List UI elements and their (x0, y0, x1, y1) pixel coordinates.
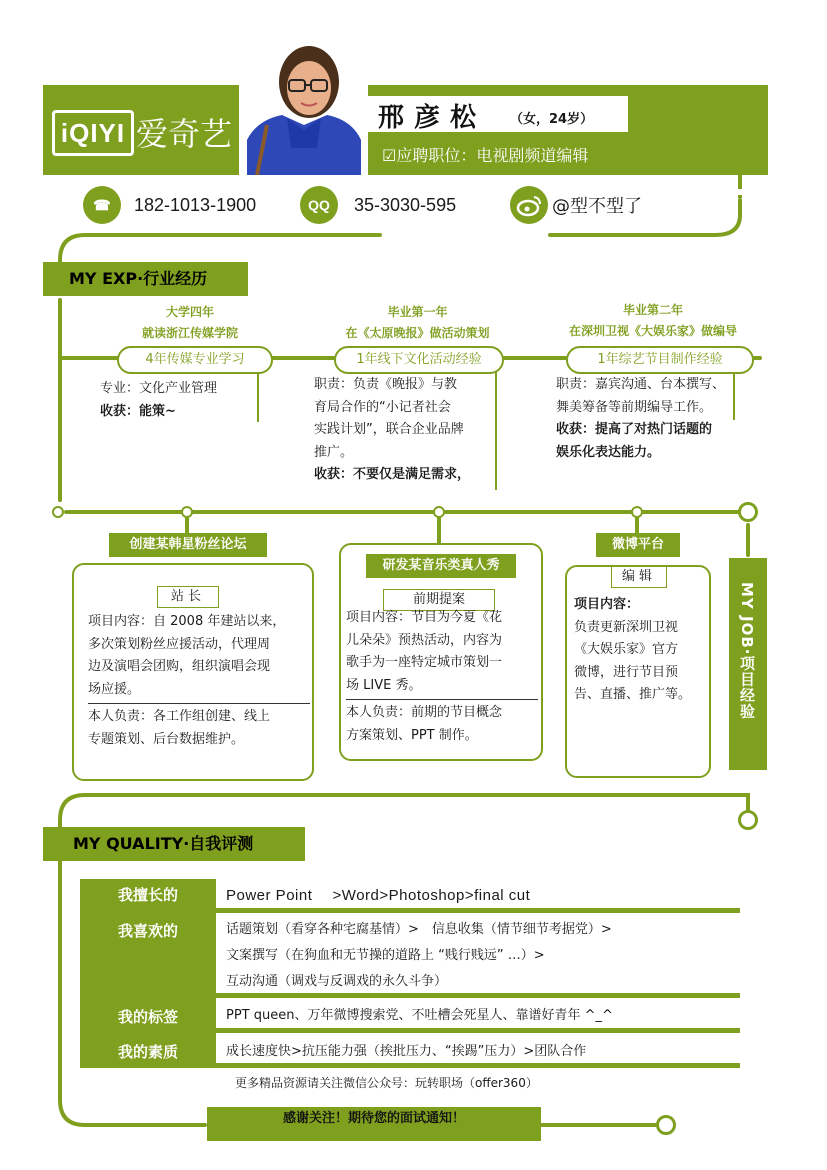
job-2-line-6: 方案策划、PPT 制作。 (346, 727, 478, 743)
quality-like-line-3: 互动沟通（调戏与反调戏的永久斗争） (226, 974, 448, 989)
quality-label-tag: 我的标签 (117, 1008, 178, 1026)
job-3-tag: 微博平台 (596, 533, 680, 557)
exp-3-desc (556, 374, 736, 464)
exp-2-duty-1: 职责：负责《晚报》与教 (314, 377, 458, 392)
quality-label-trait: 我的素质 (117, 1043, 178, 1061)
profile-photo (247, 30, 361, 175)
job-3-desc (574, 594, 708, 707)
exp-3-header (548, 300, 758, 342)
quality-like-line-1: 话题策划（看穿各种宅腐基情）> 信息收集（情节细节考据党）> (226, 922, 612, 937)
job-2-role: 前期提案 (383, 589, 495, 611)
job-1-line-5: 本人负责：各工作组创建、线上 (88, 709, 271, 724)
quality-tag-text: PPT queen、万年微博搜索党、不吐槽会死星人、靠谱好青年 ^_^ (226, 1008, 613, 1023)
job-2-line-4: 场 LIVE 秀。 (346, 675, 538, 701)
exp-2-pill: 1年线下文化活动经验 (334, 346, 504, 374)
exp-1-period: 大学四年 (165, 305, 214, 319)
exp-2-desc (314, 374, 496, 487)
quality-label-column (80, 879, 216, 1068)
exp-3-duty-1: 职责：嘉宾沟通、台本撰写、 (556, 377, 726, 392)
exp-2-gain: 收获：不要仅是满足需求， (314, 467, 471, 482)
job-1-line-2: 多次策划粉丝应援活动，代理周 (88, 636, 271, 652)
connector-dot (52, 506, 64, 518)
job-title-text: 应聘职位：电视剧频道编辑 (396, 146, 589, 165)
job-1-line-1: 项目内容：自 2008 年建站以来， (88, 614, 286, 629)
job-2-line-3: 歌手为一座特定城市策划一 (346, 655, 503, 670)
quality-trait-text: 成长速度快>抗压能力强（挨批压力、“挨踢”压力）>团队合作 (226, 1044, 587, 1059)
phone-number: 182-1013-1900 (134, 195, 257, 215)
quality-label-like: 我喜欢的 (117, 922, 178, 940)
exp-2-place: 在《太原晚报》做活动策划 (345, 326, 490, 340)
job-1-tag: 创建某韩星粉丝论坛 (109, 533, 267, 557)
qq-number: 35-3030-595 (354, 195, 457, 215)
job-3-line-4: 微博，进行节目预 (574, 664, 679, 680)
quality-label-skill: 我擅长的 (117, 886, 178, 904)
job-1-line-4: 场应援。 (88, 679, 310, 705)
job-1-line-3: 边及演唱会团购，组织演唱会现 (88, 659, 271, 674)
quality-row-divider (216, 1028, 740, 1033)
exp-1-gain: 收获：能策~ (100, 403, 176, 419)
exp-2-duty-3: 实践计划”，联合企业品牌 (314, 422, 464, 437)
thanks-banner (207, 1107, 541, 1141)
weibo-handle: @型不型了 (552, 196, 642, 217)
job-3-line-2: 负责更新深圳卫视 (574, 619, 679, 635)
job-3-line-3: 《大娱乐家》官方 (574, 642, 679, 657)
connector-dot (738, 502, 758, 522)
quality-heading: MY QUALITY·自我评测 (43, 827, 305, 861)
phone-icon: ☎ (83, 186, 121, 224)
job-2-line-2: 儿朵朵》预热活动，内容为 (346, 632, 503, 648)
connector-dot (738, 810, 758, 830)
exp-1-place: 就读浙江传媒学院 (141, 326, 238, 340)
exp-3-period: 毕业第二年 (622, 303, 683, 317)
quality-row-divider (216, 908, 740, 913)
job-2-line-5: 本人负责：前期的节目概念 (346, 705, 503, 720)
weibo-icon (510, 186, 548, 224)
exp-2-header (320, 302, 515, 344)
job-1-role: 站长 (157, 586, 219, 608)
job-3-role: 编辑 (611, 566, 667, 588)
qq-icon: QQ (300, 186, 338, 224)
quality-row-divider (216, 1063, 740, 1068)
exp-1-pill: 4年传媒专业学习 (117, 346, 273, 374)
quality-row-divider (216, 993, 740, 998)
exp-3-gain-2: 娱乐化表达能力。 (556, 444, 661, 460)
exp-3-place: 在深圳卫视《大娱乐家》做编导 (568, 324, 737, 338)
exp-3-pill: 1年综艺节目制作经验 (566, 346, 754, 374)
iqiyi-logo-mark: iQIYI (52, 110, 134, 156)
connector-dot (433, 506, 445, 518)
job-1-line-6: 专题策划、后台数据维护。 (88, 731, 245, 747)
job-1-desc (88, 611, 310, 751)
experience-heading: MY EXP·行业经历 (43, 262, 248, 296)
job-side-heading (729, 558, 767, 770)
connector-dot (631, 506, 643, 518)
resource-note: 更多精品资源请关注微信公众号：玩转职场（offer360） (235, 1076, 538, 1090)
job-2-line-1: 项目内容：节目为今夏《花 (346, 610, 503, 625)
iqiyi-logo-text: 爱奇艺 (136, 115, 233, 153)
exp-2-duty-2: 育局合作的“小记者社会 (314, 399, 451, 415)
exp-3-gain-1: 收获：提高了对热门话题的 (556, 422, 713, 437)
exp-2-period: 毕业第一年 (387, 305, 448, 319)
checkbox-icon: ☑ (382, 146, 397, 165)
quality-skill-text: Power Point >Word>Photoshop>final cut (226, 887, 531, 904)
exp-1-desc (100, 378, 260, 423)
gender-age: （女，24岁） (510, 112, 594, 127)
quality-like-line-2: 文案撰写（在狗血和无节操的道路上 “贱行贱远” …）> (226, 948, 545, 963)
job-3-line-5: 告、直播、推广等。 (574, 687, 692, 702)
candidate-name: 邢彦松 (378, 103, 487, 133)
connector-dot (656, 1115, 676, 1135)
job-title (382, 143, 588, 166)
job-2-tag: 研发某音乐类真人秀 (366, 554, 516, 578)
job-2-desc (346, 607, 538, 747)
thanks-text: 感谢关注！期待您的面试通知！ (282, 1111, 465, 1126)
job-side-title: MY JOB·项目经验 (738, 582, 756, 720)
job-3-line-1: 项目内容： (574, 597, 640, 612)
exp-1-major: 专业：文化产业管理 (100, 381, 218, 396)
exp-1-header (110, 302, 270, 344)
connector-dot (181, 506, 193, 518)
exp-3-duty-2: 舞美筹备等前期编导工作。 (556, 399, 713, 415)
exp-2-duty-4: 推广。 (314, 444, 354, 460)
